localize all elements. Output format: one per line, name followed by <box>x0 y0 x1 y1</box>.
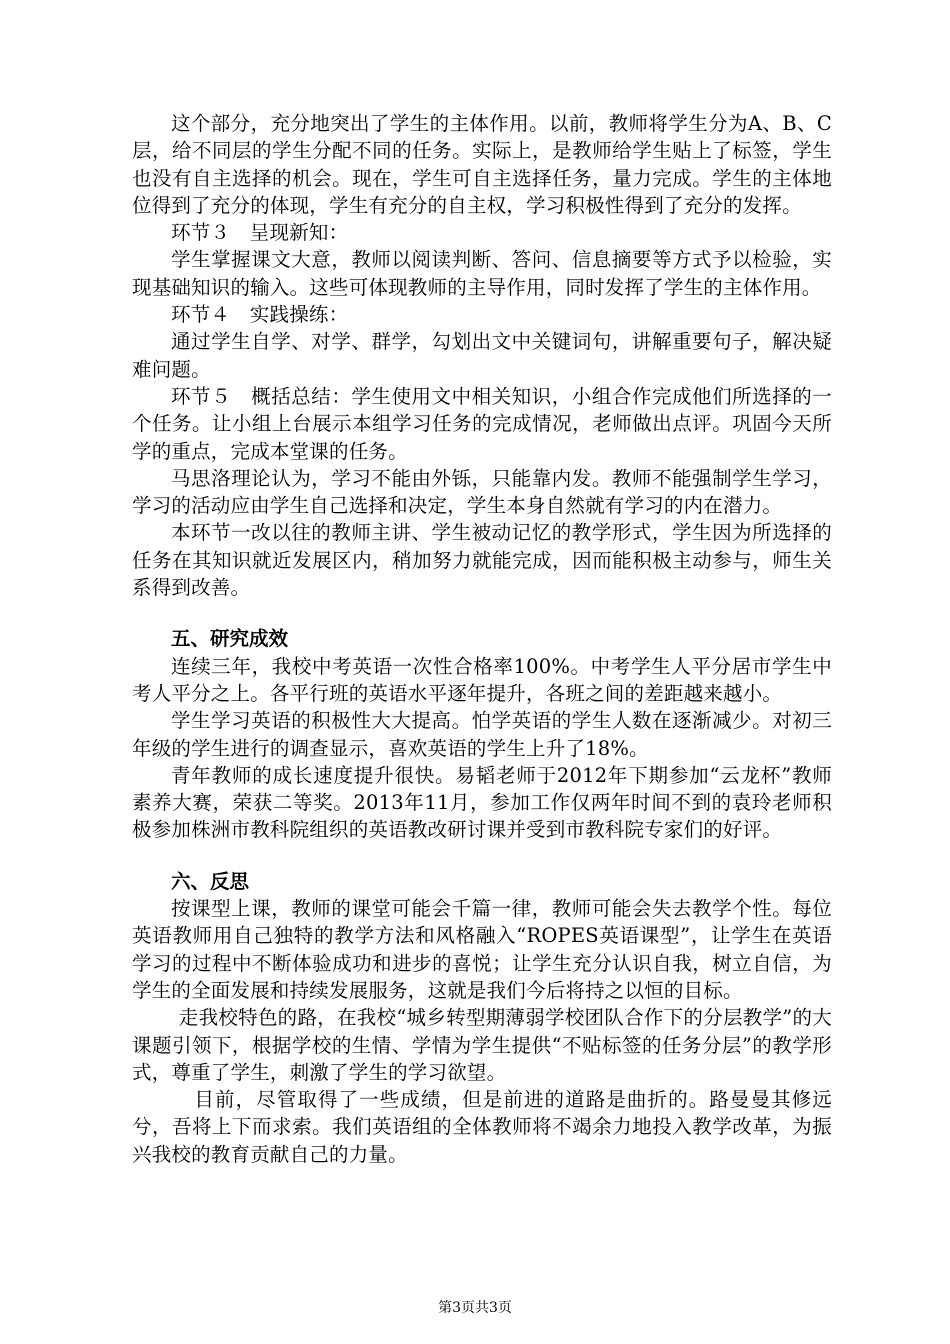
section-heading-results: 五、研究成效 <box>171 627 289 651</box>
paragraph: 目前，尽管取得了一些成绩，但是前进的道路是曲折的。路曼曼其修远兮，吾将上下而求索。我们英语组的全体教师将不竭余力地投入教学改革，为振兴我校的教育贡献自己的力量。 <box>132 1088 832 1166</box>
paragraph: 这个部分，充分地突出了学生的主体作用。以前，教师将学生分为A、B、C层，给不同层的学生分配不同的任务。实际上，是教师给学生贴上了标签，学生也没有自主选择的机会。现在，学生可自主选择任务，量力完成。学生的主体地位得到了充分的体现，学生有充分的自主权，学习积极性得到了充分的发挥。 <box>132 112 832 217</box>
paragraph: 走我校特色的路，在我校“城乡转型期薄弱学校团队合作下的分层教学”的大课题引领下，根据学校的生情、学情为学生提供“不贴标签的任务分层”的教学形式，尊重了学生，刺激了学生的学习欲望。 <box>132 1006 832 1084</box>
section-heading-reflection: 六、反思 <box>171 869 250 893</box>
paragraph: 青年教师的成长速度提升很快。易韬老师于2012年下期参加“云龙杯”教师素养大赛，荣获二等奖。2013年11月，参加工作仅两年时间不到的袁玲老师积极参加株洲市教科院组织的英语教改研讨课并受到市教科院专家们的好评。 <box>132 763 832 842</box>
paragraph: 本环节一改以往的教师主讲、学生被动记忆的教学形式，学生因为所选择的任务在其知识就近发展区内，稍加努力就能完成，因而能积极主动参与，师生关系得到改善。 <box>132 521 832 600</box>
paragraph: 马思洛理论认为，学习不能由外铄，只能靠内发。教师不能强制学生学习，学习的活动应由学生自己选择和决定，学生本身自然就有学习的内在潜力。 <box>132 466 832 518</box>
step-5-paragraph: 环节５ 概括总结：学生使用文中相关知识，小组合作完成他们所选择的一个任务。让小组上台展示本组学习任务的完成情况，老师做出点评。巩固今天所学的重点，完成本堂课的任务。 <box>132 384 832 463</box>
page-footer: 第3页共3页 <box>438 1300 512 1316</box>
step-4-heading: 环节４ 实践操练： <box>171 303 349 327</box>
paragraph: 按课型上课，教师的课堂可能会千篇一律，教师可能会失去教学个性。每位英语教师用自己独特的教学方法和风格融入“ROPES英语课型”，让学生在英语学习的过程中不断体验成功和进步的喜悦；让学生充分认识自我，树立自信，为学生的全面发展和持续发展服务，这就是我们今后将持之以恒的目标。 <box>132 897 832 1002</box>
section-spacer <box>132 601 832 625</box>
step-3-heading: 环节３ 呈现新知： <box>171 221 349 245</box>
paragraph: 连续三年，我校中考英语一次性合格率100%。中考学生人平分居市学生中考人平分之上。各平行班的英语水平逐年提升，各班之间的差距越来越小。 <box>132 654 832 705</box>
section-spacer <box>132 844 832 868</box>
document-body <box>132 110 832 1168</box>
paragraph: 学生掌握课文大意，教师以阅读判断、答问、信息摘要等方式予以检验，实现基础知识的输入。这些可体现教师的主导作用，同时发挥了学生的主体作用。 <box>132 248 832 299</box>
paragraph: 学生学习英语的积极性大大提高。怕学英语的学生人数在逐渐减少。对初三年级的学生进行的调查显示，喜欢英语的学生上升了18%。 <box>132 709 832 760</box>
paragraph: 通过学生自学、对学、群学，勾划出文中关键词句，讲解重要句子，解决疑难问题。 <box>132 330 832 381</box>
